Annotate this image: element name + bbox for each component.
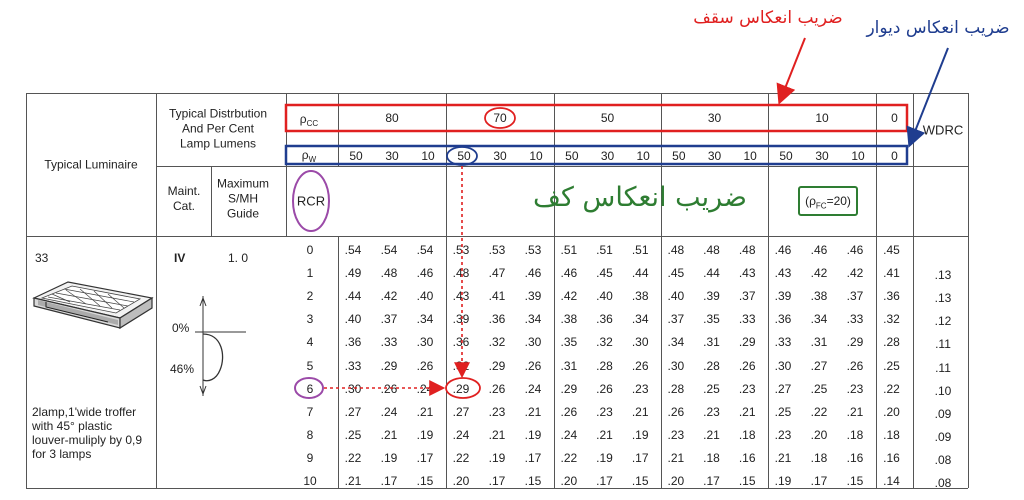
ceiling-value-30: 30 — [707, 111, 722, 125]
coefficient-cell: .37 — [738, 289, 756, 304]
coefficient-cell: .26 — [738, 358, 756, 373]
coefficient-cell: .28 — [703, 358, 720, 373]
coefficient-cell: .23 — [596, 404, 613, 419]
rcr-value-9: 9 — [306, 450, 314, 465]
coefficient-cell: .37 — [667, 312, 685, 327]
coefficient-cell: .31 — [560, 358, 578, 373]
coefficient-cell: .34 — [667, 335, 685, 350]
typical-luminaire-header: Typical Luminaire — [44, 157, 138, 172]
rcr-value-2: 2 — [306, 289, 314, 304]
coefficient-cell: .21 — [596, 427, 613, 442]
wdrc-value-10: .08 — [934, 476, 952, 490]
coefficient-cell: .23 — [703, 404, 720, 419]
coefficient-cell: .51 — [631, 243, 649, 257]
coefficient-cell: .23 — [631, 381, 649, 396]
distribution-header-line1: Typical Distrbution — [168, 106, 268, 121]
coefficient-cell: .23 — [667, 427, 685, 442]
coefficient-cell: .34 — [416, 312, 434, 327]
description-line4: for 3 lamps — [32, 447, 92, 461]
coefficient-cell: .21 — [416, 404, 434, 419]
coefficient-cell: .21 — [631, 404, 649, 419]
coefficient-cell: .24 — [380, 404, 398, 419]
rcr-value-8: 8 — [306, 427, 314, 442]
coefficient-cell: .45 — [667, 266, 685, 281]
coefficient-cell: .49 — [344, 266, 362, 281]
coefficient-cell: .47 — [488, 266, 506, 281]
pfc-open-paren: ( — [805, 194, 810, 208]
coefficient-cell: .26 — [380, 381, 398, 396]
coefficient-cell: .42 — [846, 266, 864, 281]
coefficient-cell: .27 — [810, 358, 828, 373]
luminaire-number: 33 — [35, 251, 49, 265]
coefficient-cell: .15 — [738, 474, 756, 488]
wall-value-2: 10 — [421, 149, 435, 163]
coefficient-cell: .26 — [488, 381, 506, 396]
coefficient-cell: .26 — [667, 404, 685, 419]
wdrc-value-7: .09 — [934, 406, 952, 421]
coefficient-cell: .19 — [416, 427, 434, 442]
wdrc-value-6: .10 — [934, 383, 952, 398]
coefficient-cell: .46 — [416, 266, 434, 281]
coefficient-cell: .45 — [596, 266, 613, 281]
coefficient-cell: .36 — [488, 312, 506, 327]
coefficient-cell: .19 — [596, 450, 613, 465]
coefficient-cell: .45 — [883, 243, 900, 257]
coefficient-cell: .41 — [488, 289, 506, 304]
coefficient-cell: .29 — [488, 358, 506, 373]
coefficient-cell: .15 — [524, 474, 542, 488]
coefficient-cell: .25 — [810, 381, 828, 396]
rcr-value-3: 3 — [306, 312, 314, 327]
wall-value-13: 30 — [815, 149, 829, 163]
pfc-rho: ρ — [809, 194, 816, 208]
coefficient-cell: .21 — [344, 474, 362, 488]
coefficient-cell: .42 — [560, 289, 578, 304]
coefficient-cell: .32 — [488, 335, 506, 350]
max-header-line2: S/MH — [227, 191, 258, 206]
coefficient-cell: .36 — [774, 312, 792, 327]
floor-reflectance-annotation: ضریب انعکاس کف — [533, 182, 747, 213]
wdrc-value-5: .11 — [935, 360, 951, 375]
coefficient-cell: .46 — [560, 266, 578, 281]
coefficient-cell: .51 — [560, 243, 578, 257]
coefficient-cell: .21 — [738, 404, 756, 419]
rcr-value-7: 7 — [306, 404, 314, 419]
wall-value-11: 10 — [743, 149, 757, 163]
coefficient-cell: .19 — [774, 474, 792, 488]
coefficient-cell: .43 — [738, 266, 756, 281]
coefficient-cell: .46 — [810, 243, 828, 257]
coefficient-cell: .36 — [344, 335, 362, 350]
coefficient-cell: .43 — [452, 289, 470, 304]
coefficient-cell: .26 — [846, 358, 864, 373]
coefficient-cell: .38 — [810, 289, 828, 304]
coefficient-cell: .39 — [524, 289, 542, 304]
coefficient-cell: .33 — [380, 335, 398, 350]
coefficient-cell: .17 — [416, 450, 434, 465]
wall-value-4: 30 — [493, 149, 507, 163]
coefficient-cell: .39 — [703, 289, 720, 304]
rho-w-symbol: ρ — [301, 147, 309, 162]
coefficient-cell: .33 — [738, 312, 756, 327]
distribution-header-line2: And Per Cent — [181, 121, 255, 136]
coefficient-cell: .44 — [344, 289, 362, 304]
coefficient-cell: .31 — [810, 335, 828, 350]
coefficient-cell: .18 — [703, 450, 720, 465]
coefficient-cell: .15 — [631, 474, 649, 488]
coefficient-cell: .14 — [883, 474, 900, 488]
coefficient-cell: .26 — [524, 358, 542, 373]
wall-value-7: 30 — [600, 149, 615, 163]
coefficient-cell: .35 — [560, 335, 578, 350]
coefficient-cell: .20 — [810, 427, 828, 442]
downward-percent: 46% — [170, 362, 195, 376]
coefficient-cell: .17 — [596, 474, 613, 488]
coefficient-cell: .22 — [810, 404, 828, 419]
wall-annotation-arrow — [910, 48, 948, 144]
coefficient-cell: .46 — [774, 243, 792, 257]
wall-value-5: 10 — [529, 149, 543, 163]
coefficient-cell: .22 — [560, 450, 578, 465]
coefficient-cell: .19 — [631, 427, 649, 442]
coefficient-cell: .44 — [703, 266, 720, 281]
coefficient-cell: .21 — [774, 450, 792, 465]
wdrc-value-9: .08 — [934, 452, 952, 467]
max-smh-value: 1. 0 — [228, 251, 249, 265]
ceiling-value-50: 50 — [600, 111, 615, 125]
coefficient-cell: .27 — [344, 404, 362, 419]
coefficient-cell: .53 — [452, 243, 470, 257]
coefficient-cell: .32 — [883, 312, 900, 327]
rcr-value-4: 4 — [306, 335, 314, 350]
coefficient-cell: .40 — [416, 289, 434, 304]
wdrc-header: WDRC — [922, 122, 964, 138]
coefficient-cell: .20 — [452, 474, 470, 488]
coefficient-cell: .15 — [846, 474, 864, 488]
ceiling-annotation-arrow — [780, 38, 805, 101]
coefficient-cell: .53 — [488, 243, 506, 257]
coefficient-cell: .33 — [846, 312, 864, 327]
coefficient-cell: .29 — [452, 381, 470, 396]
coefficient-cell: .22 — [883, 381, 900, 396]
coefficient-cell: .28 — [667, 381, 685, 396]
rho-w-subscript: W — [308, 155, 317, 165]
coefficient-cell: .46 — [524, 266, 542, 281]
wall-value-1: 30 — [385, 149, 399, 163]
wall-row-highlight — [286, 146, 907, 164]
wdrc-value-1: .13 — [934, 268, 952, 283]
coefficient-cell: .26 — [416, 358, 434, 373]
coefficient-cell: .40 — [667, 289, 685, 304]
coefficient-cell: .19 — [380, 450, 398, 465]
coefficient-cell: .24 — [416, 381, 434, 396]
rcr-value-1: 1 — [306, 266, 314, 281]
max-header-line3: Guide — [226, 206, 260, 221]
coefficient-cell: .19 — [488, 450, 506, 465]
coefficient-cell: .25 — [774, 404, 792, 419]
coefficient-cell: .48 — [703, 243, 720, 257]
wdrc-value-3: .12 — [934, 314, 952, 329]
description-line2: with 45° plastic — [32, 419, 113, 433]
wdrc-value-2: .13 — [934, 291, 952, 306]
coefficient-cell: .29 — [380, 358, 398, 373]
coefficient-cell: .48 — [667, 243, 685, 257]
rcr-header-ellipse — [293, 171, 329, 231]
coefficient-cell: .27 — [452, 404, 470, 419]
coefficient-cell: .51 — [596, 243, 613, 257]
coefficient-cell: .32 — [596, 335, 613, 350]
coefficient-cell: .16 — [846, 450, 864, 465]
description-line3: louver-muliply by 0,9 — [32, 433, 143, 447]
coefficient-cell: .18 — [883, 427, 900, 442]
coefficient-cell: .37 — [846, 289, 864, 304]
upward-percent: 0% — [172, 321, 190, 335]
wall-reflectance-annotation: ضریب انعکاس دیوار — [866, 18, 1010, 38]
coefficient-cell: .43 — [774, 266, 792, 281]
coefficient-cell: .18 — [846, 427, 864, 442]
coefficient-cell: .24 — [452, 427, 470, 442]
coefficient-cell: .33 — [344, 358, 362, 373]
coefficient-cell: .17 — [631, 450, 649, 465]
coefficient-cell: .31 — [703, 335, 720, 350]
coefficient-cell: .24 — [524, 381, 542, 396]
ceiling-value-70: 70 — [493, 111, 507, 125]
coefficient-cell: .17 — [488, 474, 506, 488]
wall-value-3: 50 — [457, 149, 471, 163]
coefficient-cell: .39 — [774, 289, 792, 304]
coefficient-cell: .38 — [631, 289, 649, 304]
coefficient-cell: .22 — [344, 450, 362, 465]
rho-cc-subscript: CC — [306, 119, 319, 129]
coefficient-cell: .54 — [380, 243, 398, 257]
coefficient-cell: .29 — [846, 335, 864, 350]
coefficient-cell: .23 — [488, 404, 506, 419]
coefficient-cell: .21 — [703, 427, 720, 442]
ceiling-value-10: 10 — [815, 111, 829, 125]
coefficient-cell: .53 — [524, 243, 542, 257]
coefficient-cell: .46 — [846, 243, 864, 257]
coefficient-cell: .23 — [738, 381, 756, 396]
maint-cat-value: IV — [174, 251, 186, 265]
coefficient-cell: .48 — [738, 243, 756, 257]
coefficient-cell: .24 — [560, 427, 578, 442]
coefficient-cell: .18 — [810, 450, 828, 465]
ceiling-reflectance-annotation: ضریب انعکاس سقف — [693, 8, 843, 28]
coefficient-cell: .30 — [524, 335, 542, 350]
ceiling-row-highlight — [286, 105, 907, 131]
coefficient-cell: .42 — [380, 289, 398, 304]
selected-wall-ellipse — [447, 147, 477, 165]
rcr-value-10: 10 — [303, 474, 317, 488]
coefficient-cell: .44 — [631, 266, 649, 281]
coefficient-cell: .30 — [416, 335, 434, 350]
coefficient-cell: .29 — [560, 381, 578, 396]
coefficient-cell: .41 — [883, 266, 900, 281]
wall-value-14: 10 — [851, 149, 865, 163]
coefficient-cell: .26 — [631, 358, 649, 373]
coefficient-cell: .39 — [452, 312, 470, 327]
coefficient-cell: .25 — [883, 358, 900, 373]
coefficient-cell: .15 — [416, 474, 434, 488]
coefficient-cell: .25 — [703, 381, 720, 396]
coefficient-cell: .19 — [524, 427, 542, 442]
coefficient-cell: .30 — [344, 381, 362, 396]
coefficient-cell: .40 — [596, 289, 613, 304]
coefficient-cell: .48 — [380, 266, 398, 281]
coefficient-cell: .21 — [380, 427, 398, 442]
wall-value-12: 50 — [779, 149, 793, 163]
coefficient-cell: .21 — [488, 427, 506, 442]
wall-value-9: 50 — [672, 149, 686, 163]
coefficient-cell: .23 — [846, 381, 864, 396]
coefficient-cell: .48 — [452, 266, 470, 281]
coefficient-cell: .20 — [883, 404, 900, 419]
rcr-value-0: 0 — [306, 243, 314, 257]
coefficient-cell: .36 — [883, 289, 900, 304]
wall-value-15: 0 — [891, 149, 898, 163]
coefficient-cell: .29 — [738, 335, 756, 350]
max-header-line1: Maximum — [216, 176, 270, 191]
coefficient-cell: .20 — [667, 474, 685, 488]
coefficient-cell: .21 — [667, 450, 685, 465]
maint-header-line2: Cat. — [172, 199, 195, 213]
coefficient-cell: .16 — [883, 450, 900, 465]
coefficient-cell: .17 — [380, 474, 398, 488]
coefficient-cell: .30 — [631, 335, 649, 350]
pfc-value: =20) — [826, 194, 851, 208]
coefficient-cell: .27 — [774, 381, 792, 396]
coefficient-cell: .30 — [774, 358, 792, 373]
coefficient-cell: .42 — [810, 266, 828, 281]
coefficient-cell: .34 — [524, 312, 542, 327]
wall-value-0: 50 — [349, 149, 363, 163]
coefficient-cell: .36 — [452, 335, 470, 350]
coefficient-cell: .37 — [380, 312, 398, 327]
coefficient-cell: .28 — [883, 335, 900, 350]
coefficient-cell: .33 — [774, 335, 792, 350]
pfc-subscript: FC — [815, 201, 827, 211]
ceiling-value-80: 80 — [385, 111, 399, 125]
coefficient-cell: .30 — [667, 358, 685, 373]
coefficient-cell: .32 — [452, 358, 470, 373]
coefficient-cell: .16 — [738, 450, 756, 465]
maint-header-line1: Maint. — [167, 184, 201, 198]
coefficient-cell: .40 — [344, 312, 362, 327]
coefficient-cell: .34 — [810, 312, 828, 327]
rho-cc-symbol: ρ — [299, 111, 307, 126]
coefficient-cell: .35 — [703, 312, 720, 327]
description-line1: 2lamp,1'wide troffer — [32, 405, 137, 419]
coefficient-cell: .36 — [596, 312, 613, 327]
selected-ceiling-ellipse — [485, 108, 515, 128]
coefficient-cell: .21 — [846, 404, 864, 419]
distribution-header-line3: Lamp Lumens — [179, 136, 257, 151]
wall-value-10: 30 — [707, 149, 722, 163]
coefficient-cell: .26 — [596, 381, 613, 396]
wdrc-value-4: .11 — [935, 337, 951, 352]
rcr-header: RCR — [296, 193, 326, 209]
wall-value-6: 50 — [565, 149, 579, 163]
coefficient-cell: .22 — [452, 450, 470, 465]
selected-rcr-ellipse — [295, 378, 323, 398]
coefficient-cell: .17 — [524, 450, 542, 465]
coefficient-cell: .23 — [774, 427, 792, 442]
coefficient-cell: .54 — [344, 243, 362, 257]
coefficient-cell: .17 — [703, 474, 720, 488]
wdrc-value-8: .09 — [934, 429, 952, 444]
rcr-value-6: 6 — [306, 381, 314, 396]
coefficient-cell: .21 — [524, 404, 542, 419]
coefficient-cell: .38 — [560, 312, 578, 327]
wall-value-8: 10 — [636, 149, 650, 163]
rcr-value-5: 5 — [306, 358, 314, 373]
coefficient-cell: .17 — [810, 474, 828, 488]
coefficient-cell: .18 — [738, 427, 756, 442]
coefficient-cell: .34 — [631, 312, 649, 327]
coefficient-cell: .54 — [416, 243, 434, 257]
ceiling-value-0: 0 — [891, 111, 898, 125]
result-value-ellipse — [446, 378, 480, 398]
coefficient-cell: .20 — [560, 474, 578, 488]
coefficient-cell: .26 — [560, 404, 578, 419]
coefficient-cell: .28 — [596, 358, 613, 373]
coefficient-cell: .25 — [344, 427, 362, 442]
